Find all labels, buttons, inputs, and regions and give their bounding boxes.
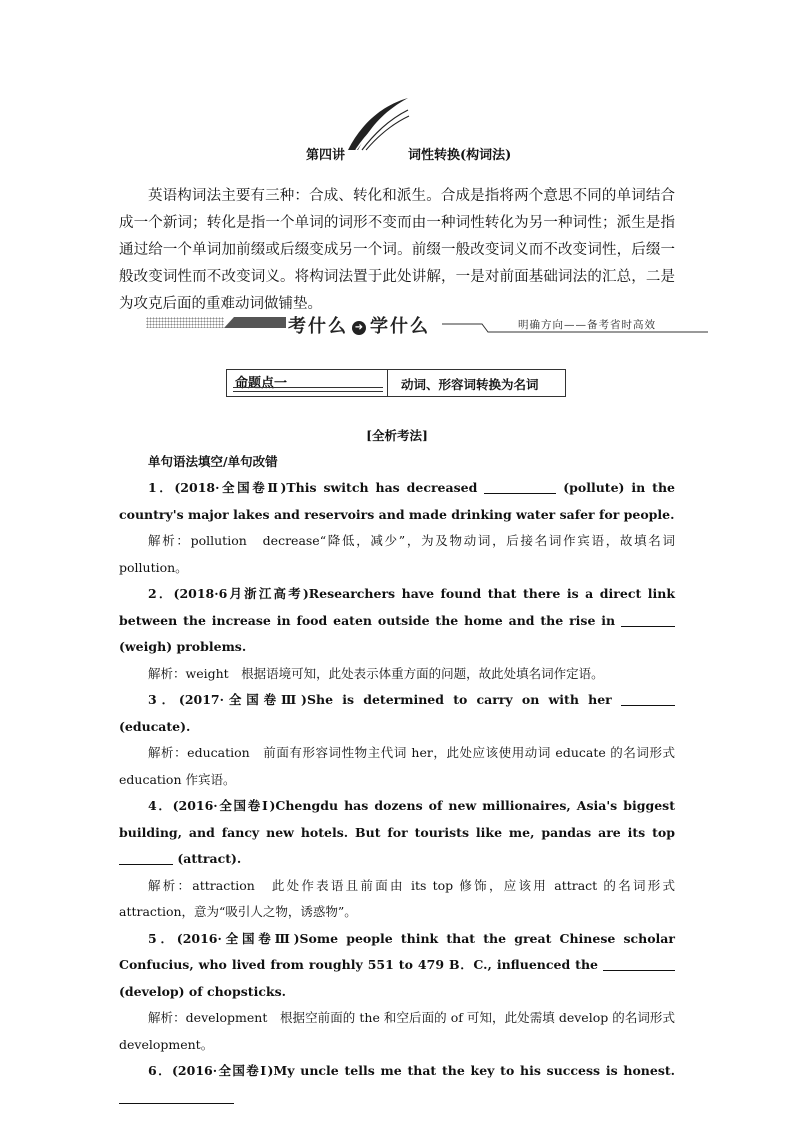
point-value: 动词、形容词转换为名词 (401, 377, 539, 392)
answer-5: 解析：development 根据空前面的 the 和空后面的 of 可知，此处需填 develop 的名词形式 development。 (119, 1010, 675, 1052)
banner-subtitle: 明确方向——备考省时高效 (518, 319, 656, 331)
banner-title-part2: 学什么 (370, 316, 430, 337)
point-divider (387, 370, 388, 396)
question-6: 6．(2016·全国卷Ⅰ)My uncle tells me that the key to his success is honest. (119, 1058, 675, 1111)
banner-title-part1: 考什么 (288, 316, 348, 337)
answer-blank[interactable] (621, 614, 675, 627)
question-5: 5．(2016·全国卷Ⅲ)Some people think that the great Chinese scholar Confucius, who lived from roughly 551 to 479 B．C., influenced the (develop) of chopsticks. (119, 930, 675, 999)
answer-4: 解析：attraction 此处作表语且前面由 its top 修饰，应该用 attract 的名词形式 attraction，意为“吸引人之物，诱惑物”。 (119, 877, 675, 919)
question-2: 2．(2018·6月浙江高考)Researchers have found that there is a direct link between the increase in food eaten outside the home and the rise in (weigh) problems. (119, 586, 675, 654)
answer-3: 解析：education 前面有形容词性物主代词 her，此处应该使用动词 educate 的名词形式 education 作宾语。 (119, 745, 675, 787)
answer-blank[interactable] (484, 481, 556, 494)
answer-blank[interactable] (621, 693, 675, 706)
section-banner (146, 312, 708, 336)
lecture-topic: 词性转换(构词法) (408, 148, 512, 163)
question-1: 1．(2018·全国卷Ⅱ)This switch has decreased (pollute) in the country's major lakes and reservoirs and made drinking water safer for people. (119, 480, 675, 522)
answer-blank[interactable] (119, 1091, 234, 1104)
swoosh-logo-icon (346, 96, 410, 152)
lecture-number: 第四讲 (306, 148, 346, 163)
exercise-list (119, 475, 675, 1111)
question-4: 4．(2016·全国卷Ⅰ)Chengdu has dozens of new millionaires, Asia's biggest building, and fancy new hotels. But for tourists like me, pandas are its top (attract). (119, 798, 675, 866)
sub-heading: 单句语法填空/单句改错 (148, 454, 278, 469)
section-heading: [全析考法] (366, 428, 428, 443)
answer-2: 解析：weight 根据语境可知，此处表示体重方面的问题，故此处填名词作定语。 (148, 665, 604, 681)
question-3: 3．(2017·全国卷Ⅲ)She is determined to carry on with her (educate). (119, 687, 675, 740)
point-label-underline (233, 387, 383, 392)
point-label: 命题点一 (235, 376, 288, 391)
intro-paragraph: 英语构词法主要有三种：合成、转化和派生。合成是指将两个意思不同的单词结合成一个新词；转化是指一个单词的词形不变而由一种词性转化为另一种词性；派生是指通过给一个单词加前缀或后缀变成另一个词。前缀一般改变词义而不改变词性，后缀一般改变词性而不改变词义。将构词法置于此处讲解，一是对前面基础词法的汇总，二是为攻克后面的重难动词做铺垫。 (119, 187, 675, 312)
answer-blank[interactable] (119, 852, 173, 865)
topic-point-box (226, 369, 566, 397)
answer-1: 解析：pollution decrease“降低，减少”，为及物动词，后接名词作宾语，故填名词 pollution。 (119, 533, 675, 575)
circle-arrow-icon: ➜ (352, 321, 366, 335)
answer-blank[interactable] (603, 958, 675, 971)
